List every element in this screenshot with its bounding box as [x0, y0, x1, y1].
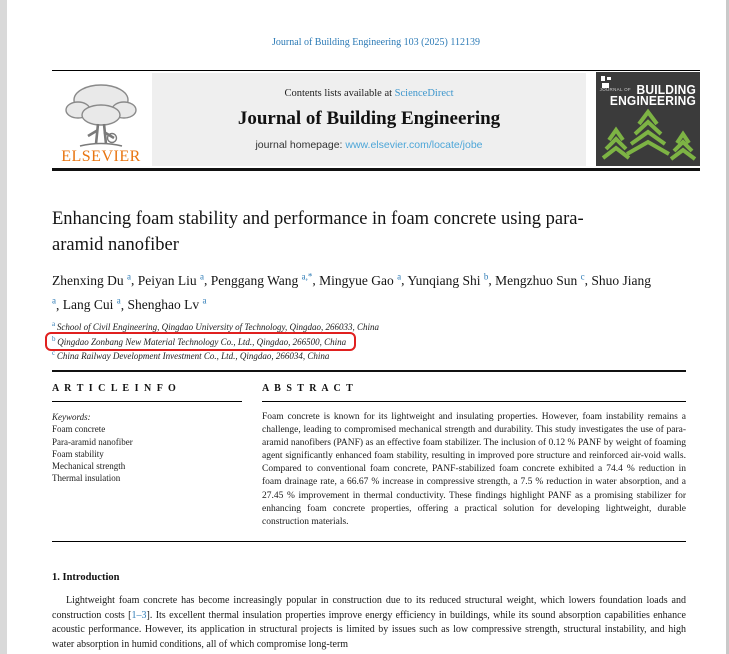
author: Zhenxing Du $^a$: [52, 271, 131, 288]
viewer-left-edge: [0, 0, 7, 654]
elsevier-wordmark: ELSEVIER: [61, 148, 141, 165]
journal-cover-thumbnail[interactable]: [596, 72, 700, 166]
author-affiliation-sup: a: [397, 271, 402, 281]
journal-header: [52, 70, 700, 171]
author: Lang Cui $^a$: [62, 295, 121, 312]
info-abstract-columns: [52, 383, 686, 529]
keywords-list: [52, 423, 242, 484]
author-affiliation-sup: a: [127, 271, 131, 281]
contents-line: [284, 88, 453, 99]
author-affiliation-sup: c: [580, 271, 585, 281]
elsevier-logo[interactable]: [52, 71, 150, 168]
cover-journal-of: JOURNAL OF: [599, 87, 631, 92]
author: Peiyan Liu $^a$: [137, 271, 204, 288]
affiliation-highlighted: $^b$ Qingdao Zonbang New Material Technology Co., Ltd., Qingdao, 266500, China: [45, 332, 356, 352]
divider-rule: [52, 541, 686, 542]
homepage-prefix: journal homepage:: [255, 139, 346, 151]
author-affiliation-sup: a: [52, 295, 56, 306]
abstract-column: [262, 383, 686, 529]
article-info-column: [52, 383, 242, 529]
homepage-url-link[interactable]: www.elsevier.com/locate/jobe: [345, 139, 483, 151]
journal-citation-link[interactable]: Journal of Building Engineering 103 (2025) 112139: [272, 37, 480, 48]
abstract-heading: A B S T R A C T: [262, 383, 686, 402]
journal-banner: [152, 73, 586, 166]
journal-title: Journal of Building Engineering: [237, 108, 501, 129]
contents-prefix: Contents lists available at: [284, 88, 395, 99]
cover-trees-icon: [596, 106, 700, 164]
keyword-item: Para-aramid nanofiber: [52, 436, 133, 447]
cover-title: [596, 84, 696, 107]
author: Shuo Jiang $^a$: [52, 272, 652, 306]
cover-title-line1: BUILDING: [636, 83, 696, 97]
author-affiliation-sup: a: [116, 295, 121, 306]
affiliation: $^c$ China Railway Development Investment Co., Ltd., Qingdao, 266034, China: [52, 349, 330, 361]
author-affiliation-sup: b: [483, 271, 489, 281]
author: Yunqiang Shi $^b$: [407, 271, 489, 288]
elsevier-tree-icon: [60, 80, 142, 150]
keyword-item: Thermal insulation: [52, 473, 121, 484]
keywords-label: Keywords:: [52, 412, 91, 422]
author: Penggang Wang $^{a,*}$: [210, 271, 313, 288]
abstract-text: Foam concrete is known for its lightweight and insulating properties. However, foam instability remains a challenge, leading to compromised mechanical strength and durability. This study investigates the use of para-aramid nanofibers (PANF) as an effective foam stabilizer. The inclusion of 0.12 % PANF by weight of foaming agent significantly enhanced foam stability, resulting in improved pore structure and reinforced air-void walls. Compared to conventional foam concrete, PANF-stabilized foam concrete exhibited a 74.4 % reduction in foam drainage rate, a 66.67 % increase in compressive strength, a 7.5 % reduction in water absorption, and a 27.45 % improvement in thermal conductivity. These findings highlight PANF as a promising stabilizer for enhancing foam concrete properties, offering a practical solution for developing lightweight, durable construction materials.: [262, 412, 686, 527]
author: Shenghao Lv $^a$: [127, 295, 207, 312]
intro-text-before: Lightweight foam concrete has become increasingly popular in construction due to its reduced structural weight, which lowers foundation loads and construction costs [: [52, 595, 686, 621]
keyword-item: Foam stability: [52, 448, 104, 459]
divider-rule: [52, 370, 686, 372]
keyword-item: Foam concrete: [52, 424, 106, 435]
author-affiliation-sup: a: [200, 271, 204, 281]
introduction-heading: 1. Introduction: [52, 572, 120, 583]
introduction-paragraph: [52, 594, 686, 652]
affiliation-list: [52, 319, 652, 363]
author: Mengzhuo Sun $^c$: [495, 271, 585, 288]
intro-text-after: ]. Its excellent thermal insulation properties improve energy efficiency in buildings, while its sound absorption capabilities enhance acoustic performance. However, its application in structural projects is limited by issues such as low compressive strength, structural instability, and high water absorption in humid conditions, all of which compromise long-term: [52, 609, 686, 650]
sciencedirect-link[interactable]: ScienceDirect: [394, 88, 454, 99]
author-affiliation-sup: a: [202, 295, 207, 306]
article-info-heading: A R T I C L E I N F O: [52, 383, 242, 402]
homepage-line: [255, 139, 482, 151]
author: Mingyue Gao $^a$: [319, 271, 402, 288]
keyword-item: Mechanical strength: [52, 461, 126, 472]
reference-link-1-3[interactable]: 1–3: [131, 609, 147, 621]
article-title: Enhancing foam stability and performance in foam concrete using para-aramid nanofiber: [52, 209, 584, 255]
author-affiliation-sup: a,*: [301, 271, 313, 281]
cover-title-line2: ENGINEERING: [609, 94, 696, 108]
author-list: Zhenxing Du $^a$, Peiyan Liu $^a$, Penggang Wang $^{a,*}$, Mingyue Gao $^a$, Yunqiang Shi $^b$, Mengzhuo Sun $^c$, Shuo Jiang $^a$, Lang Cui $^a$, Shenghao Lv $^a$: [52, 271, 652, 312]
affiliation: $^a$ School of Civil Engineering, Qingdao University of Technology, Qingdao, 266033, China: [52, 320, 380, 332]
